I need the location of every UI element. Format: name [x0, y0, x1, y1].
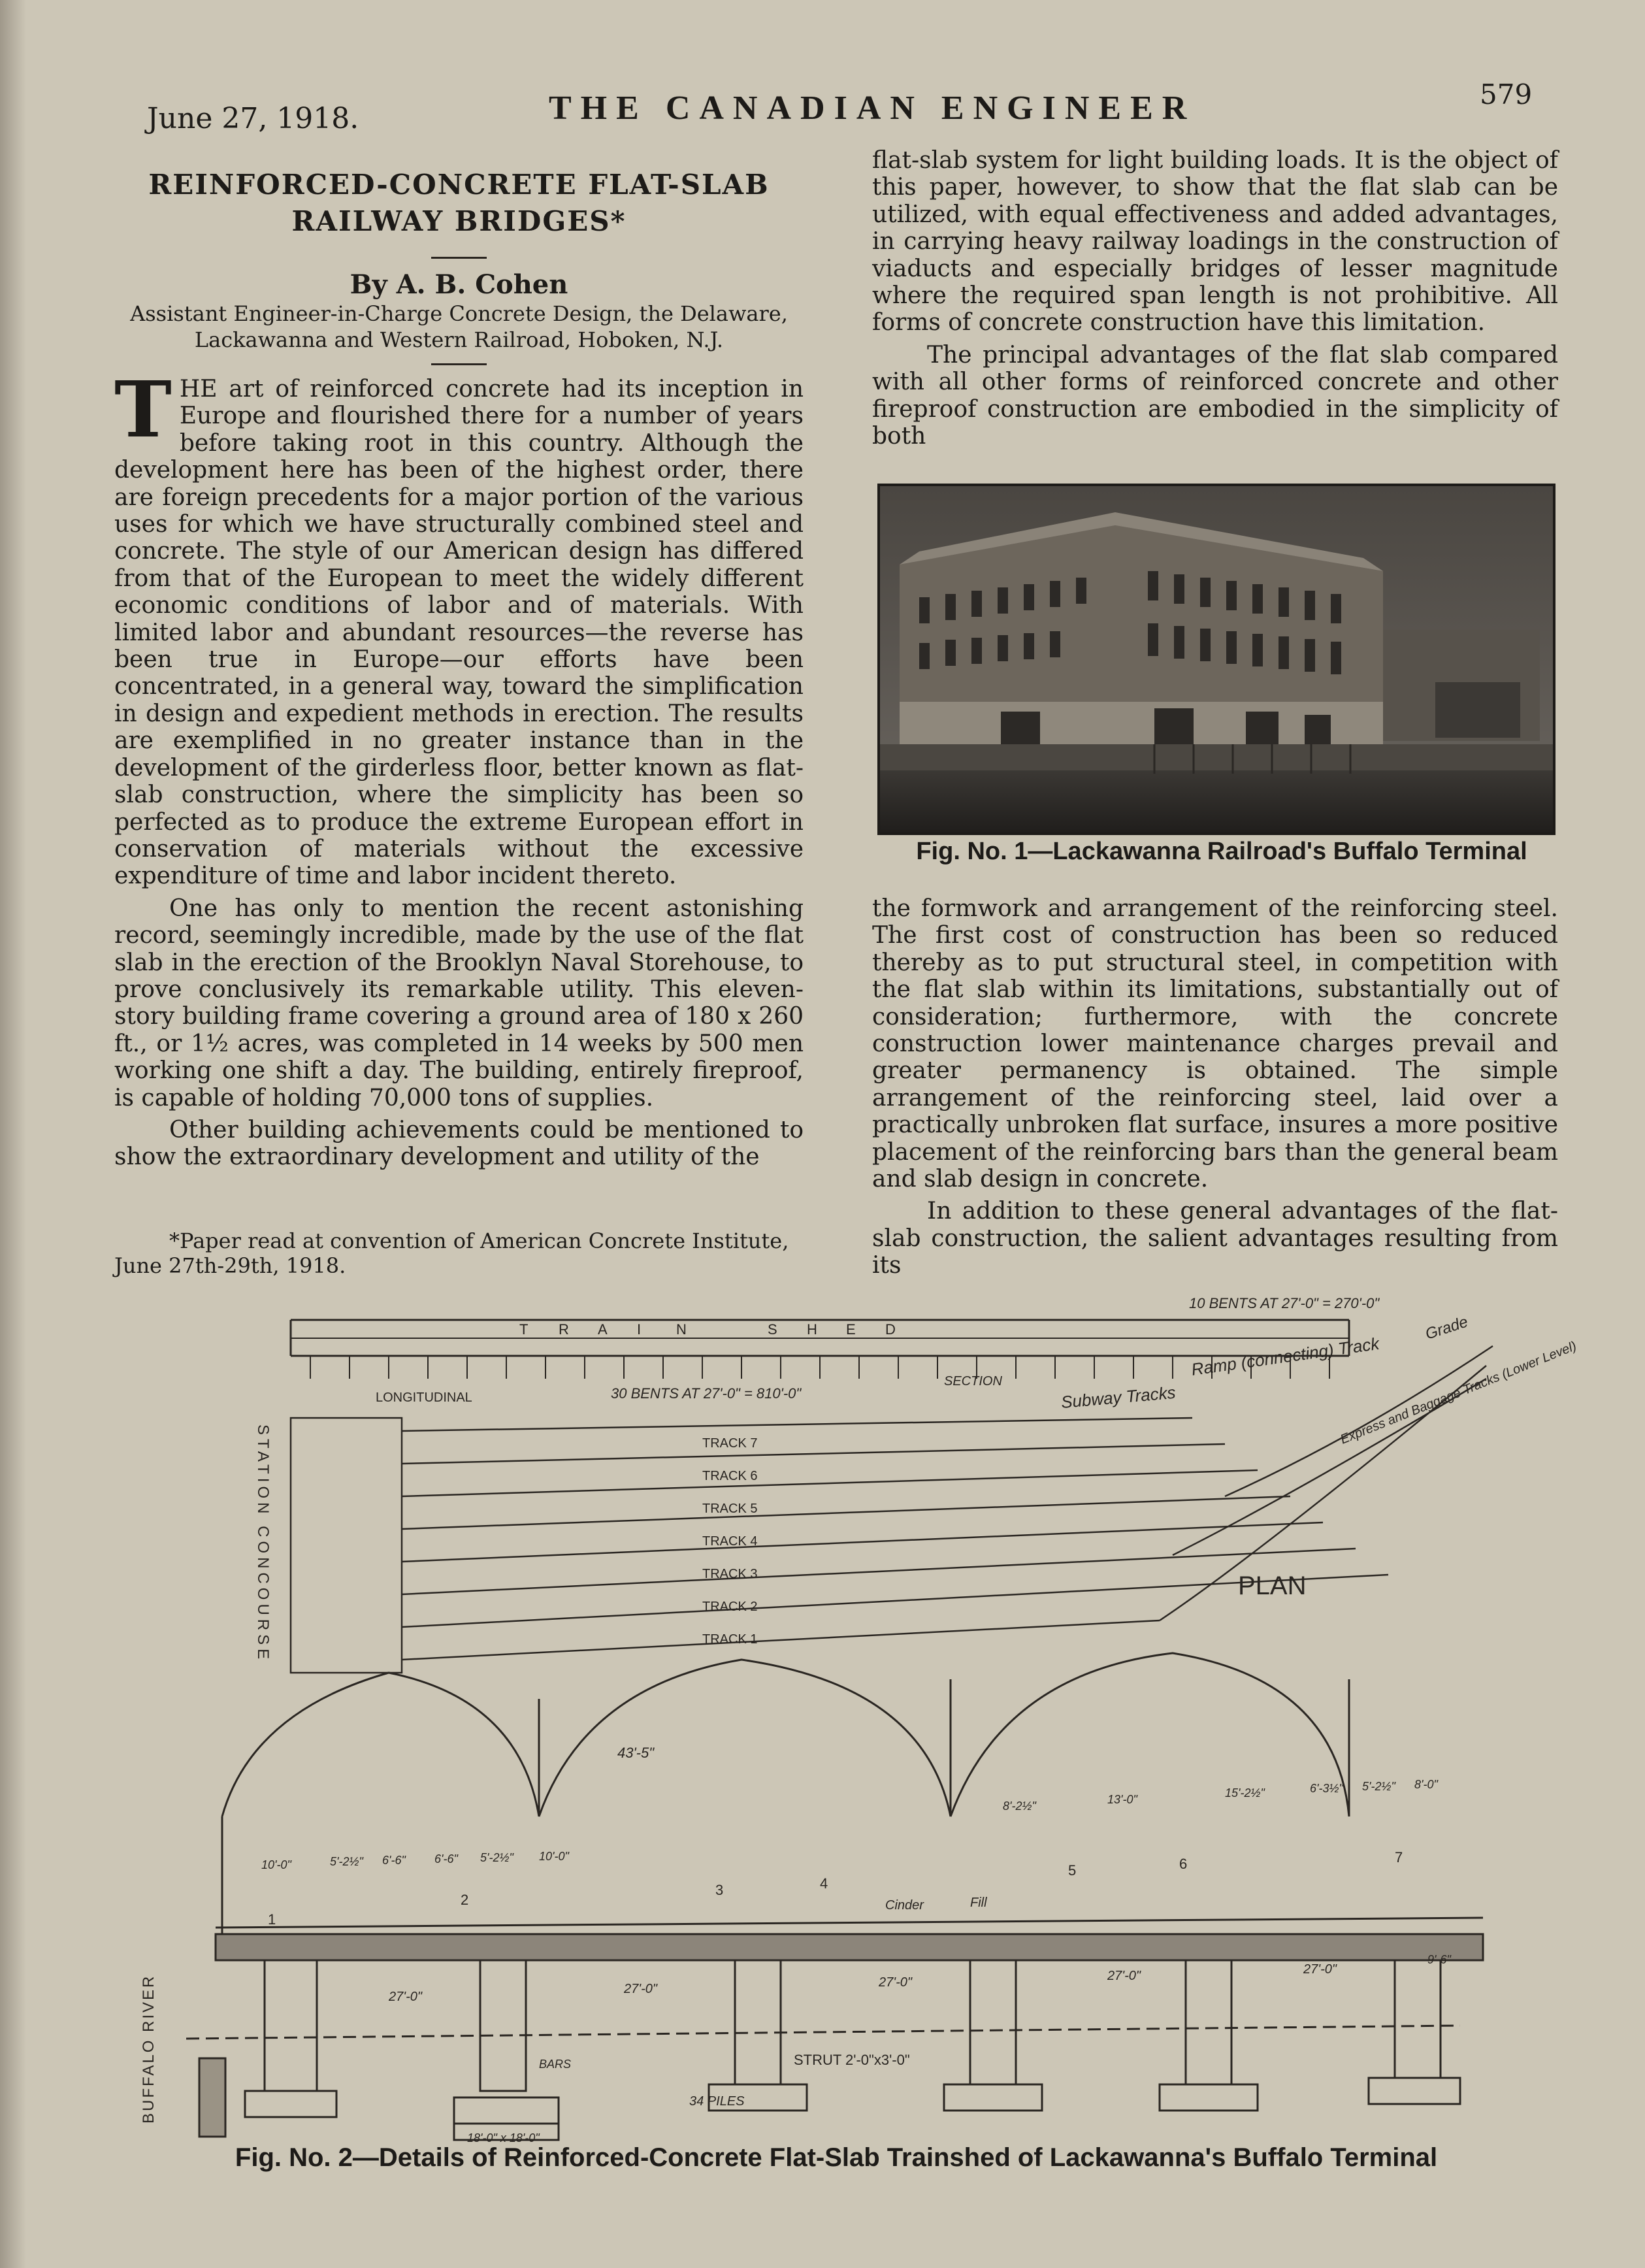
- paragraph: Other building achievements could be mentioned to show the extraordinary development and utility of the: [114, 1116, 804, 1171]
- span-label: 27'-0": [624, 1982, 657, 1996]
- journal-title: THE CANADIAN ENGINEER: [549, 90, 1196, 127]
- track-label: TRACK 7: [702, 1436, 758, 1451]
- trainshed-detail-drawing: [114, 1281, 1579, 2145]
- paragraph: The principal advantages of the flat slab compared with all other forms of reinforced concrete and other fireproof construction are embodied in the simplicity of both: [872, 341, 1558, 450]
- shed-columns: [310, 1356, 1329, 1379]
- section-number: 5: [1068, 1862, 1077, 1879]
- divider-rule: [431, 363, 487, 365]
- author-affiliation: Assistant Engineer-in-Charge Concrete Design, the Delaware, Lackawanna and Western Railroad, Hoboken, N.J.: [130, 301, 788, 352]
- section-number: 2: [461, 1892, 469, 1908]
- dim-label: 5'-2½": [480, 1851, 513, 1864]
- track-label: TRACK 4: [702, 1534, 758, 1549]
- issue-date: June 27, 1918.: [147, 102, 359, 135]
- section-number: 1: [268, 1911, 276, 1928]
- label-subway-tracks: Subway Tracks: [1060, 1382, 1177, 1412]
- dim-label: 6'-6": [434, 1852, 458, 1865]
- intro-text: HE art of reinforced concrete had its inception in Europe and flourished there for a number of years before taking root in this country. Although the development here has been of the highest order, there are foreign precedents for a major portion of the various uses for which we have structurally combined steel and concrete. The style of our American design has differed from that of the European to meet the widely different economic conditions of labor and of materials. With limited labor and abundant resources—the reverse has been true in Europe—our efforts have been concentrated, in a general way, toward the simplification in design and expedient methods in erection. The results are exemplified in no greater instance than in the development of the girderless floor, better known as flat-slab construction, where the simplicity has been so perfected as to produce the extreme European effort in conservation of materials without the excessive expenditure of time and labor incident thereto.: [114, 376, 804, 890]
- dim-label: 5'-2½": [330, 1855, 363, 1868]
- paragraph: the formwork and arrangement of the reinforcing steel. The first cost of construction has been so reduced thereby as to put structural steel, in competition with the flat slab within its limitations, substantially out of consideration; furthermore, with the concrete construction lower maintenance charges prevail and greater permanency is obtained. The simple arrangement of the reinforcing steel, laid over a practically unbroken flat surface, insures a more positive placement of the reinforcing bars than the general beam and slab design in concrete.: [872, 895, 1558, 1193]
- shed-letter: N: [676, 1321, 687, 1338]
- label-station-concourse: STATION CONCOURSE: [254, 1424, 272, 1664]
- section-number: 7: [1395, 1849, 1403, 1865]
- label-section: SECTION: [944, 1374, 1002, 1389]
- paragraph: In addition to these general advantages of the flat-slab construction, the salient advantages resulting from its: [872, 1198, 1558, 1279]
- article-title: REINFORCED-CONCRETE FLAT-SLAB RAILWAY BRIDGES*: [148, 169, 770, 237]
- label-buffalo-river: BUFFALO RIVER: [140, 1974, 157, 2124]
- label-plan: PLAN: [1238, 1571, 1307, 1600]
- label-bents-810: 30 BENTS AT 27'-0" = 810'-0": [611, 1385, 802, 1402]
- shed-letter: H: [807, 1321, 817, 1338]
- dim-label: 8'-0": [1414, 1778, 1438, 1791]
- dim-label: 10'-0": [261, 1858, 291, 1871]
- label-piles: 34 PILES: [689, 2094, 745, 2109]
- right-column: [872, 147, 1558, 455]
- span-label: 27'-0": [1107, 1969, 1141, 1983]
- track-label: TRACK 5: [702, 1502, 758, 1516]
- section-number: 3: [715, 1882, 724, 1898]
- label-footing: 18'-0" x 18'-0": [467, 2131, 540, 2145]
- dim-label: 13'-0": [1107, 1793, 1137, 1806]
- page-number: 579: [1480, 78, 1533, 110]
- label-strut: STRUT 2'-0"x3'-0": [794, 2052, 910, 2068]
- section-number: 4: [820, 1875, 828, 1892]
- left-column: [114, 167, 804, 1176]
- label-bars: BARS: [539, 2058, 572, 2071]
- label-fill: Fill: [970, 1896, 987, 1910]
- label-longitudinal: LONGITUDINAL: [376, 1390, 472, 1405]
- dim-43-5: 43'-5": [617, 1745, 655, 1761]
- page-header: [0, 78, 1645, 135]
- shed-letter: R: [559, 1321, 569, 1338]
- figure-2-drawing: [114, 1281, 1579, 2145]
- section-number: 6: [1179, 1856, 1188, 1872]
- drop-cap: T: [114, 364, 172, 455]
- span-label: 27'-0": [389, 1990, 422, 2004]
- label-express-tracks: Express and Baggage Tracks (Lower Level): [1338, 1339, 1579, 1447]
- span-label: 27'-0": [1303, 1962, 1337, 1977]
- span-label: 27'-0": [879, 1975, 912, 1990]
- shed-letter: D: [885, 1321, 896, 1338]
- author-byline: By A. B. Cohen: [350, 269, 568, 300]
- dim-9-6: 9'-6": [1427, 1953, 1451, 1966]
- right-column-continued: [872, 895, 1558, 1285]
- track-label: TRACK 6: [702, 1469, 758, 1483]
- figure-1-photo: [877, 484, 1555, 835]
- dim-label: 15'-2½": [1225, 1786, 1265, 1800]
- paragraph: flat-slab system for light building loads. It is the object of this paper, however, to show that the flat slab can be utilized, with equal effectiveness and added advantages, in carrying heavy railway loadings in the construction of viaducts and especially bridges of lesser magnitude where the required span length is not prohibitive. All forms of concrete construction have this limitation.: [872, 147, 1558, 337]
- shed-letter: E: [846, 1321, 856, 1338]
- paragraph: One has only to mention the recent astonishing record, seemingly incredible, made by the use of the flat slab in the erection of the Brooklyn Naval Storehouse, to prove conclusively its remarkable utility. This eleven-story building frame covering a ground area of 180 x 260 ft., or 1½ acres, was completed in 14 weeks by 500 men working one shift a day. The building, entirely fireproof, is capable of holding 70,000 tons of supplies.: [114, 895, 804, 1111]
- intro-paragraph: [114, 364, 804, 890]
- shed-letter: A: [598, 1321, 608, 1338]
- terminal-building-photo: [880, 486, 1553, 832]
- track-label: TRACK 3: [702, 1567, 758, 1581]
- label-cinder: Cinder: [885, 1898, 924, 1913]
- page-edge-shadow: [0, 0, 26, 2268]
- dim-label: 8'-2½": [1003, 1800, 1036, 1813]
- dim-label: 6'-6": [382, 1854, 406, 1867]
- track-label: TRACK 2: [702, 1600, 758, 1614]
- shed-letter: S: [768, 1321, 777, 1338]
- footnote: *Paper read at convention of American Concrete Institute, June 27th-29th, 1918.: [114, 1228, 789, 1278]
- shed-letter: I: [637, 1321, 642, 1338]
- figure-1-caption: Fig. No. 1—Lackawanna Railroad's Buffalo Terminal: [916, 838, 1527, 865]
- dim-label: 6'-3½": [1310, 1782, 1343, 1795]
- label-top-bents: 10 BENTS AT 27'-0" = 270'-0": [1189, 1295, 1380, 1311]
- dim-label: 10'-0": [539, 1850, 569, 1863]
- shed-letter: T: [519, 1321, 529, 1338]
- track-label: TRACK 1: [702, 1632, 758, 1647]
- figure-2-caption: Fig. No. 2—Details of Reinforced-Concrete Flat-Slab Trainshed of Lackawanna's Buffalo Terminal: [235, 2143, 1438, 2172]
- label-ramp: Ramp (connecting) Track: [1190, 1333, 1380, 1379]
- label-grade: Grade: [1423, 1313, 1471, 1343]
- dim-label: 5'-2½": [1362, 1780, 1395, 1793]
- divider-rule: [431, 257, 487, 259]
